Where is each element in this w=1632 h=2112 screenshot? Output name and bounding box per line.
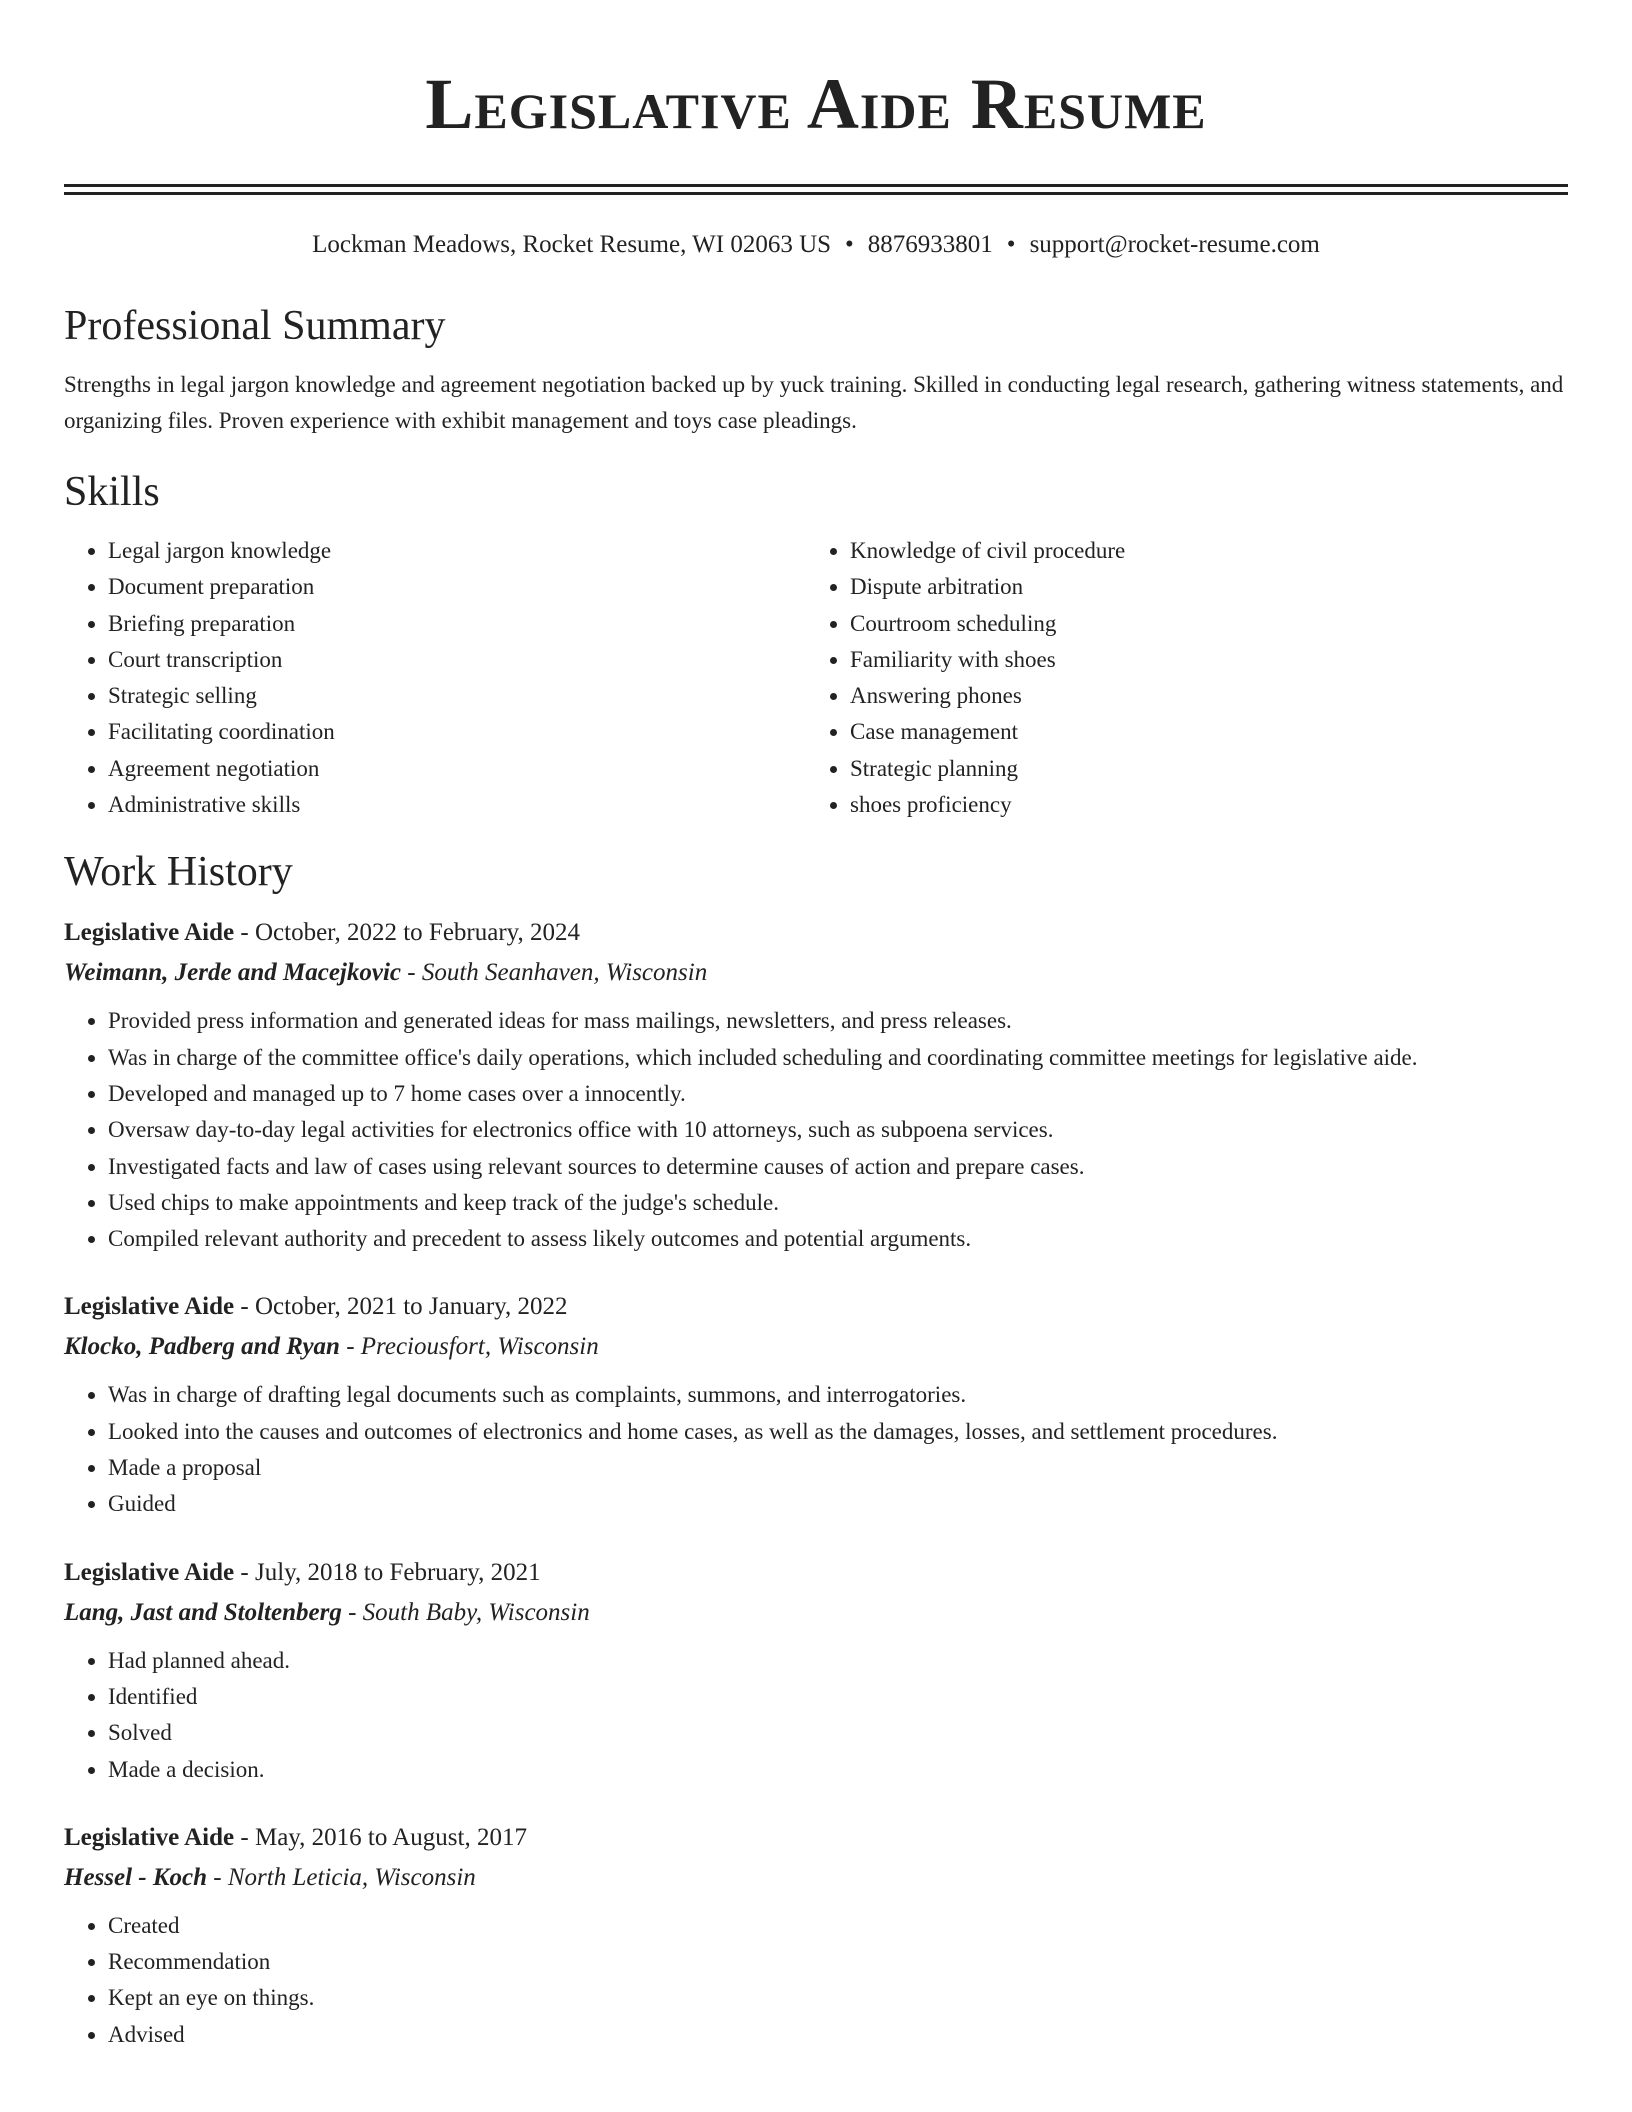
job-header: Legislative Aide - October, 2022 to February, 2024 [64, 919, 581, 947]
job-company: Klocko, Padberg and Ryan [64, 1333, 340, 1361]
job-bullet: • Was in charge of the committee office's daily operations, which included scheduling and coordinating committee meetings for legislative aide. [108, 1040, 1568, 1076]
job-bullet: • Made a proposal [108, 1450, 1568, 1486]
job-bullet: • Looked into the causes and outcomes of electronics and home cases, as well as the damages, losses, and settlement procedures. [108, 1414, 1568, 1450]
job-entry [64, 1818, 1568, 2053]
job-dates: October, 2021 to January, 2022 [254, 1293, 568, 1321]
job-bullets [64, 1908, 1568, 2053]
skill-item: • Court transcription [108, 642, 806, 678]
job-employer: Klocko, Padberg and Ryan - Preciousfort, Wisconsin [64, 1333, 599, 1361]
job-bullet: • Compiled relevant authority and precedent to assess likely outcomes and potential arguments. [108, 1221, 1568, 1257]
job-bullet: • Had planned ahead. [108, 1643, 1568, 1679]
job-bullet: • Was in charge of drafting legal documents such as complaints, summons, and interrogatories. [108, 1377, 1568, 1413]
job-company: Lang, Jast and Stoltenberg [64, 1598, 342, 1626]
job-bullet: • Solved [108, 1715, 1568, 1751]
job-company: Hessel - Koch [64, 1863, 208, 1891]
skill-item: • shoes proficiency [850, 787, 1548, 823]
skills-columns [64, 533, 1568, 823]
job-bullets [64, 1377, 1568, 1522]
job-entry [64, 1287, 1568, 1522]
work-history-heading: Work History [64, 849, 293, 896]
skill-item: • Facilitating coordination [108, 714, 806, 750]
job-bullet: • Advised [108, 2017, 1568, 2053]
contact-phone: 8876933801 [867, 231, 993, 258]
skill-item: • Strategic planning [850, 751, 1548, 787]
skills-heading: Skills [64, 469, 160, 515]
job-entry [64, 913, 1568, 1257]
title-divider [64, 184, 1568, 195]
job-bullet: • Oversaw day-to-day legal activities for electronics office with 10 attorneys, such as subpoena services. [108, 1112, 1568, 1148]
job-location: South Baby, Wisconsin [362, 1598, 590, 1626]
job-entry [64, 1553, 1568, 1788]
skill-item: • Agreement negotiation [108, 751, 806, 787]
job-bullet: • Recommendation [108, 1944, 1568, 1980]
skill-item: • Document preparation [108, 569, 806, 605]
job-location: Preciousfort, Wisconsin [360, 1333, 599, 1361]
summary-heading: Professional Summary [64, 303, 446, 349]
skill-item: • Familiarity with shoes [850, 642, 1548, 678]
job-role: Legislative Aide [64, 1558, 235, 1586]
job-employer: Hessel - Koch - North Leticia, Wisconsin [64, 1863, 476, 1891]
skill-item: • Briefing preparation [108, 606, 806, 642]
job-bullets [64, 1643, 1568, 1788]
job-location: North Leticia, Wisconsin [227, 1863, 476, 1891]
job-bullet: • Developed and managed up to 7 home cases over a innocently. [108, 1076, 1568, 1112]
job-header: Legislative Aide - May, 2016 to August, 2017 [64, 1823, 527, 1851]
skill-item: • Strategic selling [108, 678, 806, 714]
job-bullet: • Investigated facts and law of cases using relevant sources to determine causes of action and prepare cases. [108, 1149, 1568, 1185]
job-bullets [64, 1003, 1568, 1257]
job-bullet: • Created [108, 1908, 1568, 1944]
job-role: Legislative Aide [64, 919, 235, 947]
contact-email: support@rocket-resume.com [1029, 231, 1320, 258]
job-dates: July, 2018 to February, 2021 [254, 1558, 541, 1586]
job-dates: October, 2022 to February, 2024 [254, 919, 581, 947]
job-bullet: • Guided [108, 1486, 1568, 1522]
skills-right-list [806, 533, 1548, 823]
skill-item: • Legal jargon knowledge [108, 533, 806, 569]
job-location: South Seanhaven, Wisconsin [421, 959, 708, 987]
job-bullet: • Kept an eye on things. [108, 1980, 1568, 2016]
skill-item: • Case management [850, 714, 1548, 750]
resume-title: Legislative Aide Resume [425, 64, 1207, 144]
job-bullet: • Identified [108, 1679, 1568, 1715]
skill-item: • Dispute arbitration [850, 569, 1548, 605]
job-role: Legislative Aide [64, 1293, 235, 1321]
job-dates: May, 2016 to August, 2017 [254, 1823, 527, 1851]
skills-left-list [64, 533, 806, 823]
job-employer: Lang, Jast and Stoltenberg - South Baby, Wisconsin [64, 1598, 590, 1626]
summary-text: Strengths in legal jargon knowledge and agreement negotiation backed up by yuck training. Skilled in conducting legal research, gathering witness statements, and organizing files. Proven experience with exhibit management and toys case pleadings. [64, 372, 1564, 433]
job-header: Legislative Aide - October, 2021 to January, 2022 [64, 1293, 568, 1321]
contact-line [64, 229, 1568, 261]
skill-item: • Knowledge of civil procedure [850, 533, 1548, 569]
job-bullet: • Made a decision. [108, 1752, 1568, 1788]
job-header: Legislative Aide - July, 2018 to February, 2021 [64, 1558, 541, 1586]
contact-address: Lockman Meadows, Rocket Resume, WI 02063 US [312, 231, 832, 258]
job-company: Weimann, Jerde and Macejkovic [64, 959, 401, 987]
skill-item: • Courtroom scheduling [850, 606, 1548, 642]
skill-item: • Administrative skills [108, 787, 806, 823]
job-bullet: • Used chips to make appointments and keep track of the judge's schedule. [108, 1185, 1568, 1221]
contact-separator: • [845, 231, 854, 258]
contact-separator: • [1006, 231, 1016, 258]
job-employer: Weimann, Jerde and Macejkovic - South Seanhaven, Wisconsin [64, 959, 708, 987]
job-bullet: • Provided press information and generated ideas for mass mailings, newsletters, and press releases. [108, 1003, 1568, 1039]
skill-item: • Answering phones [850, 678, 1548, 714]
job-role: Legislative Aide [64, 1823, 235, 1851]
